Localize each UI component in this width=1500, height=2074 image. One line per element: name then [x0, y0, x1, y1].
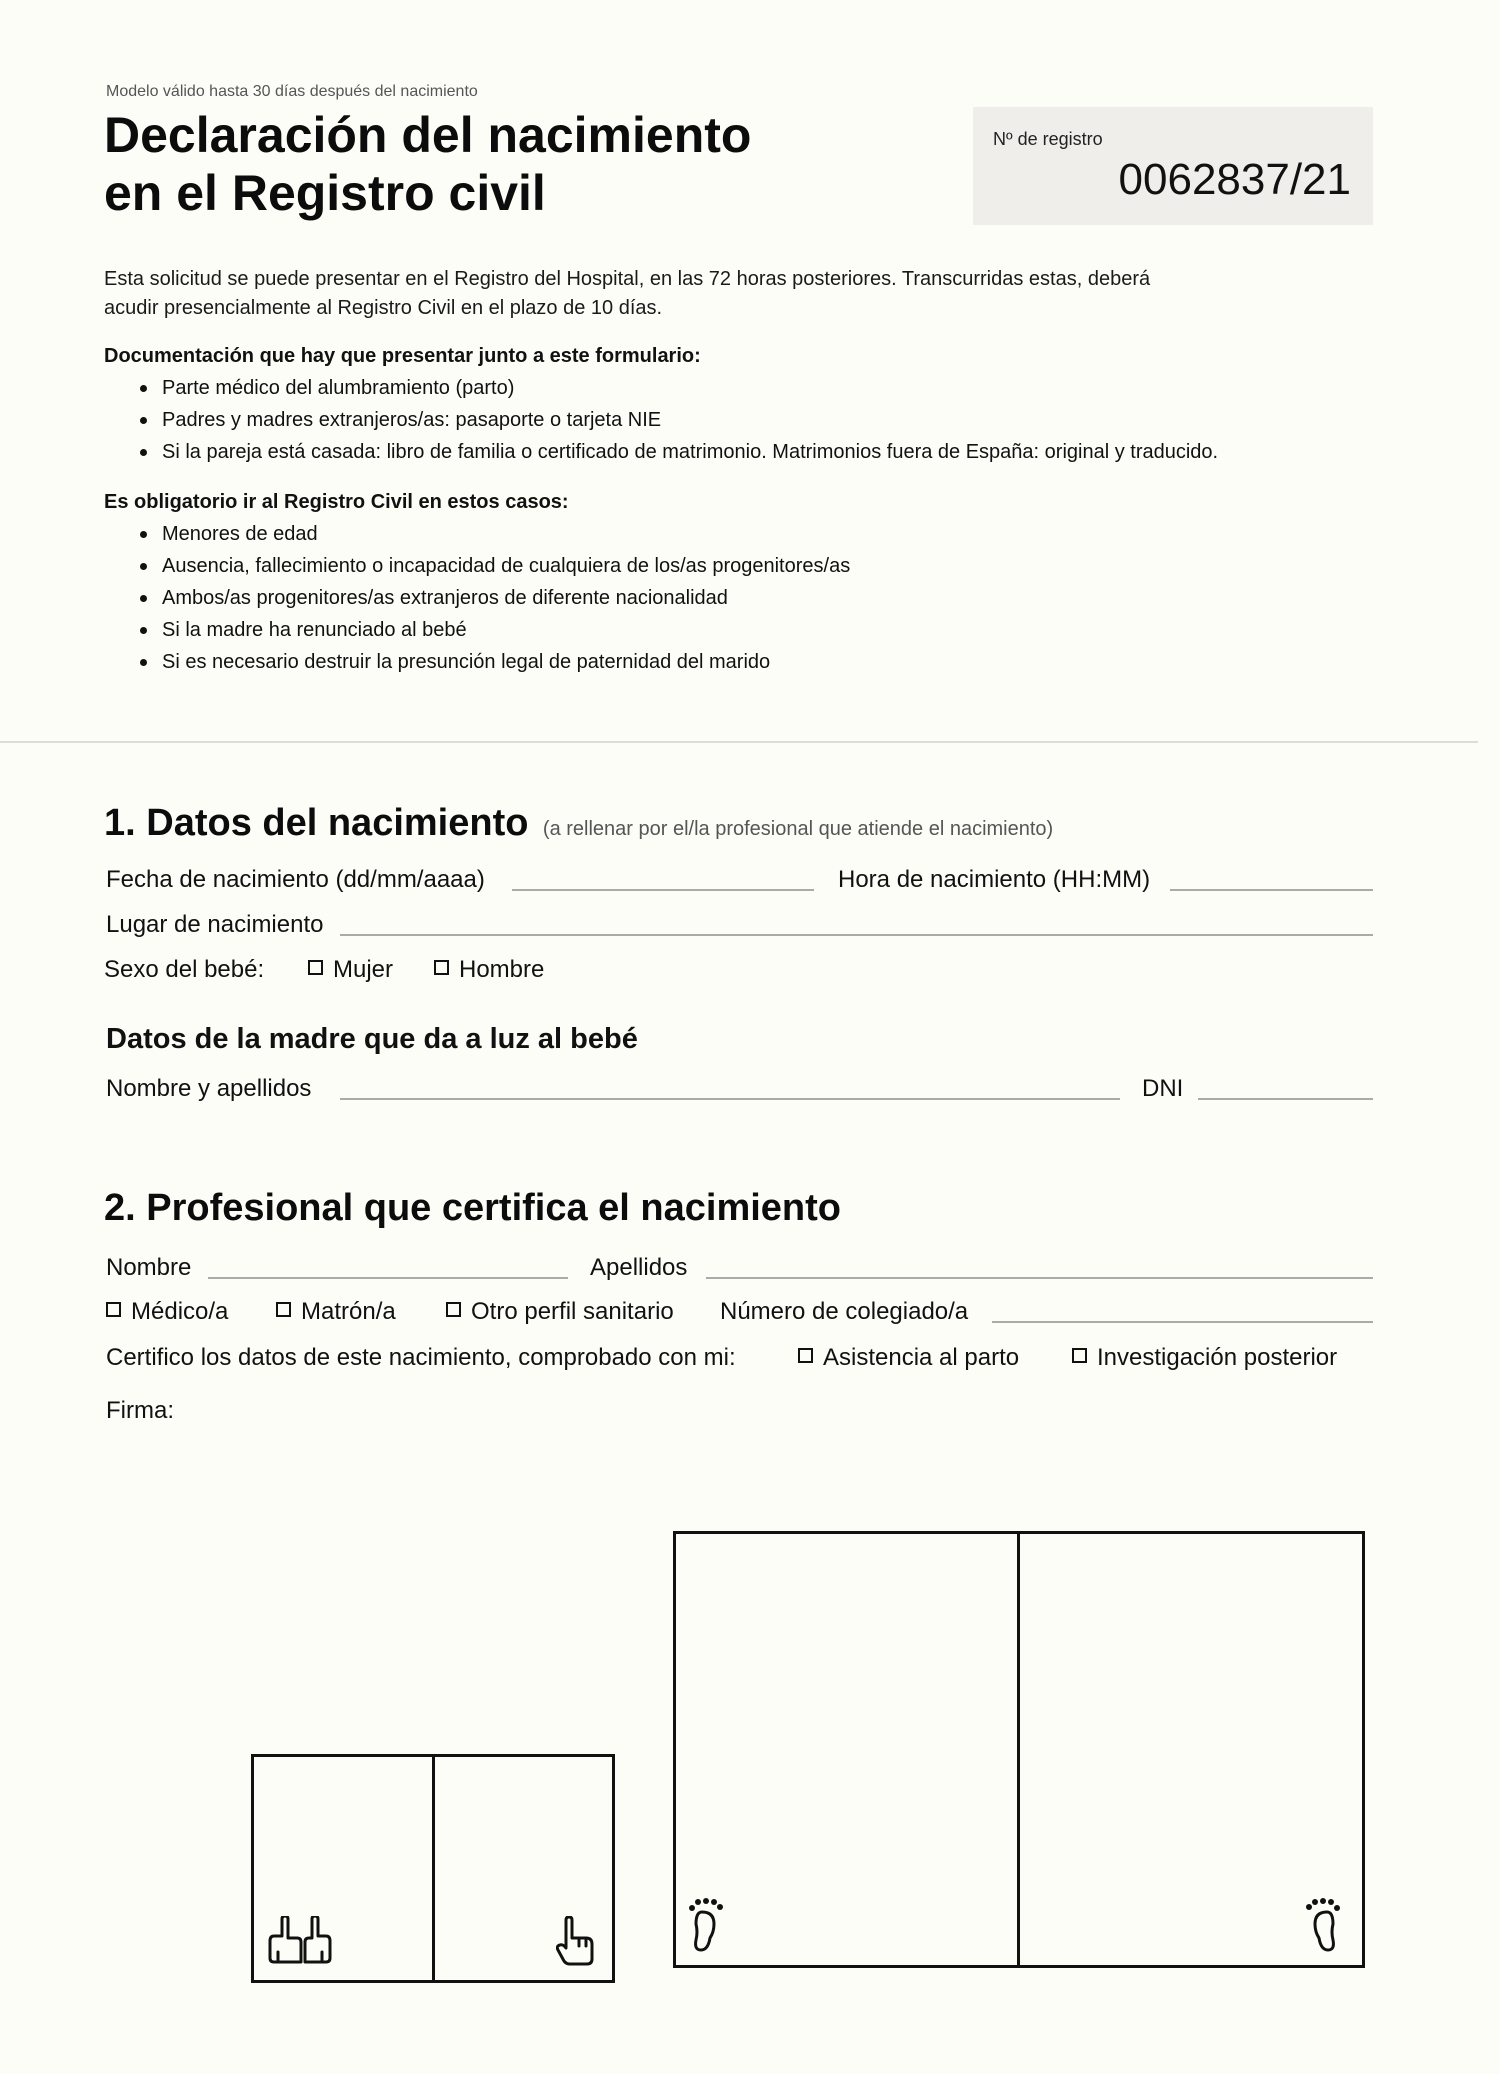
- page-title: [104, 106, 751, 222]
- two-hands-icon: [268, 1916, 344, 1966]
- role-other-label: Otro perfil sanitario: [471, 1298, 674, 1325]
- intro-line-2: acudir presencialmente al Registro Civil en el plazo de 10 días.: [104, 297, 663, 319]
- right-foot-icon: [1301, 1898, 1341, 1954]
- checkbox[interactable]: [434, 960, 449, 975]
- sex-male-label: Hombre: [459, 956, 545, 983]
- mother-section-title: Datos de la madre que da a luz al bebé: [106, 1023, 638, 1055]
- section-divider: [0, 741, 1478, 743]
- role-other-option[interactable]: [446, 1298, 674, 1326]
- list-item: Parte médico del alumbramiento (parto): [140, 372, 1218, 404]
- registry-box: [973, 107, 1373, 225]
- documentation-block: [104, 345, 1218, 468]
- birth-time-label: Hora de nacimiento (HH:MM): [838, 866, 1151, 893]
- checkbox[interactable]: [276, 1302, 291, 1317]
- mother-name-label: Nombre y apellidos: [106, 1075, 312, 1102]
- checkbox[interactable]: [308, 960, 323, 975]
- section-1-title: 1. Datos del nacimiento: [104, 802, 529, 844]
- list-item: Si la pareja está casada: libro de familia o certificado de matrimonio. Matrimonios fuera de España: original y traducido.: [140, 436, 1218, 468]
- mother-id-label: DNI: [1142, 1075, 1184, 1102]
- sex-label: Sexo del bebé:: [104, 956, 265, 983]
- section-1-heading: [104, 802, 1053, 845]
- birth-date-label: Fecha de nacimiento (dd/mm/aaaa): [106, 866, 485, 893]
- list-item: Ausencia, fallecimiento o incapacidad de cualquiera de los/as progenitores/as: [140, 550, 850, 582]
- intro-text: [104, 265, 1364, 323]
- role-midwife-option[interactable]: [276, 1298, 396, 1326]
- sex-female-option[interactable]: [308, 956, 393, 984]
- certify-attendance-option[interactable]: [798, 1344, 1019, 1372]
- validity-note: Modelo válido hasta 30 días después del nacimiento: [106, 83, 478, 100]
- list-item: Ambos/as progenitores/as extranjeros de diferente nacionalidad: [140, 582, 850, 614]
- name-field[interactable]: [208, 1277, 568, 1279]
- hand-icon: [556, 1916, 596, 1968]
- birth-place-label: Lugar de nacimiento: [106, 911, 324, 938]
- license-label: Número de colegiado/a: [720, 1298, 969, 1325]
- birth-place-field[interactable]: [340, 934, 1373, 936]
- birth-time-field[interactable]: [1170, 889, 1373, 891]
- list-item: Si la madre ha renunciado al bebé: [140, 614, 850, 646]
- mandatory-cases-list: [140, 518, 850, 678]
- role-doctor-option[interactable]: [106, 1298, 228, 1326]
- checkbox[interactable]: [106, 1302, 121, 1317]
- list-item: Si es necesario destruir la presunción legal de paternidad del marido: [140, 646, 850, 678]
- name-label: Nombre: [106, 1254, 192, 1281]
- left-foot-icon: [688, 1898, 728, 1954]
- certify-label: Certifico los datos de este nacimiento, comprobado con mi:: [106, 1344, 736, 1371]
- surname-field[interactable]: [706, 1277, 1373, 1279]
- list-item: Menores de edad: [140, 518, 850, 550]
- footprint-divider: [1017, 1531, 1020, 1968]
- section-1-note: (a rellenar por el/la profesional que atiende el nacimiento): [542, 818, 1054, 840]
- license-field[interactable]: [992, 1321, 1373, 1323]
- mandatory-cases-block: [104, 491, 850, 678]
- checkbox[interactable]: [446, 1302, 461, 1317]
- mother-id-field[interactable]: [1198, 1098, 1373, 1100]
- mother-name-field[interactable]: [340, 1098, 1120, 1100]
- role-midwife-label: Matrón/a: [301, 1298, 396, 1325]
- documentation-title: Documentación que hay que presentar junto a este formulario:: [104, 345, 701, 367]
- registry-label: Nº de registro: [993, 129, 1103, 149]
- certify-attendance-label: Asistencia al parto: [823, 1344, 1020, 1371]
- certify-investigation-option[interactable]: [1072, 1344, 1337, 1372]
- certify-investigation-label: Investigación posterior: [1097, 1344, 1338, 1371]
- signature-label: Firma:: [106, 1397, 174, 1424]
- registry-number: 0062837/21: [1118, 155, 1351, 204]
- birth-date-field[interactable]: [512, 889, 814, 891]
- title-line-2: en el Registro civil: [104, 165, 546, 221]
- intro-line-1: Esta solicitud se puede presentar en el Registro del Hospital, en las 72 horas posteriores. Transcurridas estas, deberá: [104, 268, 1151, 290]
- title-line-1: Declaración del nacimiento: [104, 107, 752, 163]
- checkbox[interactable]: [798, 1348, 813, 1363]
- list-item: Padres y madres extranjeros/as: pasaporte o tarjeta NIE: [140, 404, 1218, 436]
- sex-female-label: Mujer: [333, 956, 394, 983]
- checkbox[interactable]: [1072, 1348, 1087, 1363]
- fingerprint-divider: [432, 1754, 435, 1983]
- mandatory-cases-title: Es obligatorio ir al Registro Civil en estos casos:: [104, 491, 569, 513]
- sex-male-option[interactable]: [434, 956, 544, 984]
- role-doctor-label: Médico/a: [131, 1298, 229, 1325]
- section-2-title: 2. Profesional que certifica el nacimiento: [104, 1187, 842, 1229]
- surname-label: Apellidos: [590, 1254, 688, 1281]
- documentation-list: [140, 372, 1218, 468]
